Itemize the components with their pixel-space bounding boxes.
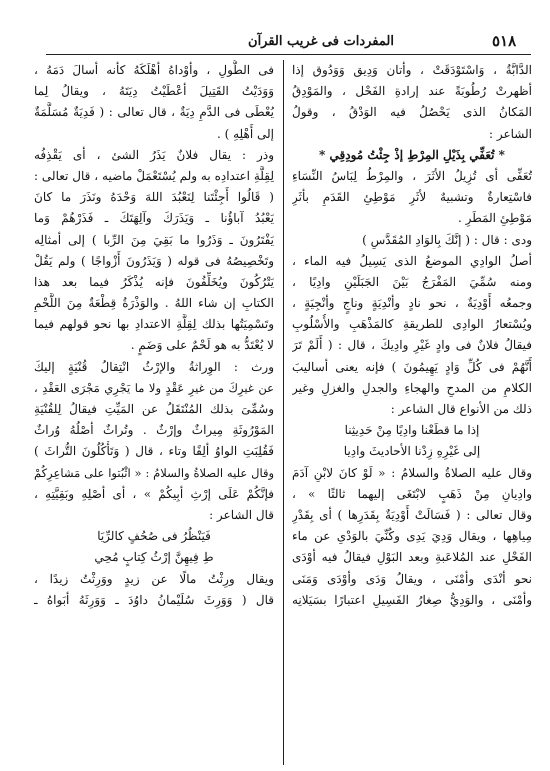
text-line: المَكانُ الذى يَحْصُلُ فيه الوَدْقُ ، وقولُ <box>292 105 532 120</box>
text-line: أصلُ الوادِي الموضعُ الذى يَسِيلُ فيه الماء ، <box>292 253 532 268</box>
text-line: يُعْطَى فى الدَّمِ دِيَةٌ ، قال تعالى : ( فَدِيَةٌ مُسَلَّمَةٌ <box>34 105 274 120</box>
left-column <box>34 60 274 765</box>
page-number: ٥١٨ <box>492 32 517 50</box>
running-title: المفردات فى غريب القرآن <box>248 34 394 49</box>
text-line: تُعَفِّى أى تُزِيلُ الأثَرَ ، والمِرْطُ لِبَاسُ النِّسَاءِ <box>292 168 532 183</box>
text-line: فاسْتِعارةٌ وتشبيهٌ لأثَرِ مَوْطِئِ القَدَمِ بأثَرِ <box>292 190 532 205</box>
verse-line: طِ فِيهِنَّ إرْثُ كِتابٍ مُحِي <box>94 550 214 565</box>
text-line: نحو أنْدَى وأمْنَى ، ويقالُ وَدَى وأوْدَى وَمَنَى <box>292 571 532 586</box>
text-line: ويقال ورِثْتُ مالًا عن زيدٍ ووَرِثْتُ زيدًا ، <box>34 571 274 586</box>
text-line: فإنَّكُمْ عَلَى إرْثِ أبِيكُمْ » ، أى أصْلِهِ وبَقِيَّتِهِ ، <box>34 486 274 501</box>
right-column <box>292 60 532 765</box>
text-line: لِقِلَّةِ اعتدادِه به ولم يُسْتَعْمَلْ ماضيه ، قال تعالى : <box>34 168 274 183</box>
text-line: وأمْنَى ، والوَدِيُّ صِغارُ الفَسِيلِ اعتبارًا بسَيَلانِه <box>292 592 532 607</box>
verse-line: إذا ما قطَعْنا وادِيًا مِنْ حَدِيثِنا <box>344 423 480 438</box>
text-line: لا يُعْتَدُّ به هو لَحْمٌ على وَضَمٍ . <box>130 338 274 353</box>
text-line: وقال تعالى : ( فَسَالَتْ أَوْدِيَةٌ بِقَدَرِها ) أى بِقَدْرِ <box>292 507 532 522</box>
text-line: فى الطُّولِ ، وأوْداهُ أهْلَكَهُ كأنه أسالَ دَمَهُ ، <box>34 63 274 77</box>
text-line: المَوْرُوثَةِ مِيراثٌ وإرْثٌ . وتُراثٌ أصْلُهُ وُراثٌ <box>34 423 274 438</box>
entry-heading: وذر : يقال فلانٌ يَذَرُ الشئ ، أى يَقْذِفُه <box>34 147 274 162</box>
text-line: الدَّابَّةُ ، وَاسْتَوْدَقَتْ ، وأتان وَدِيق وَوَدُوق إذا <box>292 63 532 77</box>
text-line: مِياهِها ، ويقال وَدِيَ يَدِى وكُنِّيَ بالوَدْىِ عن ماء <box>292 529 532 544</box>
verse-line: * تُعَفِّي بِذَيْلِ المِرْطِ إذْ جِئْتُ مُودِقِي * <box>319 147 505 162</box>
column-divider <box>283 60 284 765</box>
text-line: أَنَّهُمْ فى كُلِّ وَادٍ يَهِيمُونَ ) فإنه يعنى أساليبَ <box>292 359 532 374</box>
text-line: يَفْتَرُونَ ـ وَذَرُوا ما بَقِيَ مِنَ الرِّبا ) إلى أمثالِه <box>34 232 274 247</box>
text-line: وَوَدَيْتُ القَتِيلَ أعْطَيْتُ دِيَتَهُ ، ويقالُ لِما <box>34 84 274 99</box>
text-line: وتَسْمِيَتُها بذلك لِقِلَّةِ الاعتدادِ بها نحو قولهم فيما <box>34 317 274 332</box>
text-line: يَتْرُكُونَ ويُخَلِّفُونَ فإنه يُذْكَرُ فيما بعد هذا <box>34 274 274 289</box>
text-line: إلى أَهْلِهِ ) . <box>217 126 274 141</box>
text-line: فَقُلِبَتِ الواوُ ألِفًا وتاء ، قال ( وَتَأْكُلُونَ التُّراثَ ) <box>34 444 274 459</box>
text-line: وجمعُه أَوْدِيَةٌ ، نحو نادٍ وأنْدِيَةٍ وناجٍ وأنْجِيَةٍ ، <box>292 296 532 311</box>
entry-heading: ودى : قال : ( إنَّكَ بِالوَادِ المُقَدَّسِ ) <box>362 232 532 247</box>
text-line: الكلامِ من المدحِ والهجاءِ والجدلِ والغزلِ وغير <box>292 380 532 395</box>
entry-heading: ورث : الوِراثةُ والإرْثُ انْتِقالُ قُنْيَةٍ إليكَ <box>34 359 274 374</box>
text-line: ويُسْتعارُ الوادِى للطريقةِ كالمَذْهَبِ والأُسْلُوبِ <box>292 317 532 332</box>
page-header <box>46 30 531 55</box>
text-line: ( قَالُوا أَجِئْتَنا لِنَعْبُدَ اللهَ وَحْدَهُ ونَذَرَ ما كانَ <box>34 190 274 205</box>
text-line: وقال عليه الصلاةُ والسلامُ : « لَوْ كانَ لابْنِ آدَمَ <box>292 465 532 480</box>
text-line: الكتابِ إن شاء اللهُ . والوَذْرَةُ قِطْعَةٌ مِنَ اللَّحْمِ <box>34 296 274 311</box>
text-line: الشاعر : <box>489 126 532 141</box>
text-line: وقال عليه الصلاةُ والسلامُ : « اثْبُتوا على مَشاعِرِكُمْ <box>34 465 274 480</box>
text-line: يَعْبُدُ آباؤُنا ـ وَيَذَرَكَ وآلِهَتَكَ ـ فَذَرْهُمْ وَما <box>34 211 274 226</box>
text-line: قال ( وَوَرِثَ سُلَيْمانُ داوُدَ ـ وَوَرِثَهُ أبَواهُ ـ <box>34 592 274 607</box>
text-line: فيقالُ فلانٌ فى وادٍ غَيْرِ وادِيكَ ، قال : ( أَلَمْ تَرَ <box>292 338 532 353</box>
verse-line: إلى غَيْرِهِ زِدْنا الأحاديثَ وادِيا <box>343 444 481 459</box>
text-line: عن غيرِكَ من غيرِ عَقْدٍ ولا ما يَجْرِي مَجْرَى العَقْدِ ، <box>34 380 274 395</box>
text-line: وسُمِّىَ بذلك المُنْتَقَلُ عن المَيِّتِ فيقالُ لِلقُنْيَةِ <box>34 402 274 416</box>
text-line: وادِيانِ مِنْ ذَهَبٍ لابْتَغَى إليهما ثالثًا » ، <box>292 486 532 501</box>
text-line: قال الشاعر : <box>209 507 274 522</box>
verse-line: فَيَنْظُرُ فى صُحُفٍ كالرِّيَا <box>97 529 211 544</box>
text-line: مَوْطِئِ المَطَرِ . <box>457 211 532 226</box>
text-line: ومنه سُمِّيَ المَفْرَجُ بَيْنَ الجَبَلَيْنِ وادِيًا ، <box>292 274 532 289</box>
text-line: ذلك من الأنواع قال الشاعر : <box>390 402 532 416</box>
text-line: الفَحْلِ عند المُلاعَبةِ وبعد البَوْلِ فيقالُ فيه أوْدَى <box>292 550 532 565</box>
text-line: وتَخْصِيصُهُ فى قوله ( وَيَذَرُونَ أَزْواجًا ) ولم يَقُلْ <box>34 253 274 268</box>
text-line: أظهرتْ رُطُوبَةً عند إرادةِ الفَحْل ، والمَوْدِقُ <box>292 84 532 99</box>
